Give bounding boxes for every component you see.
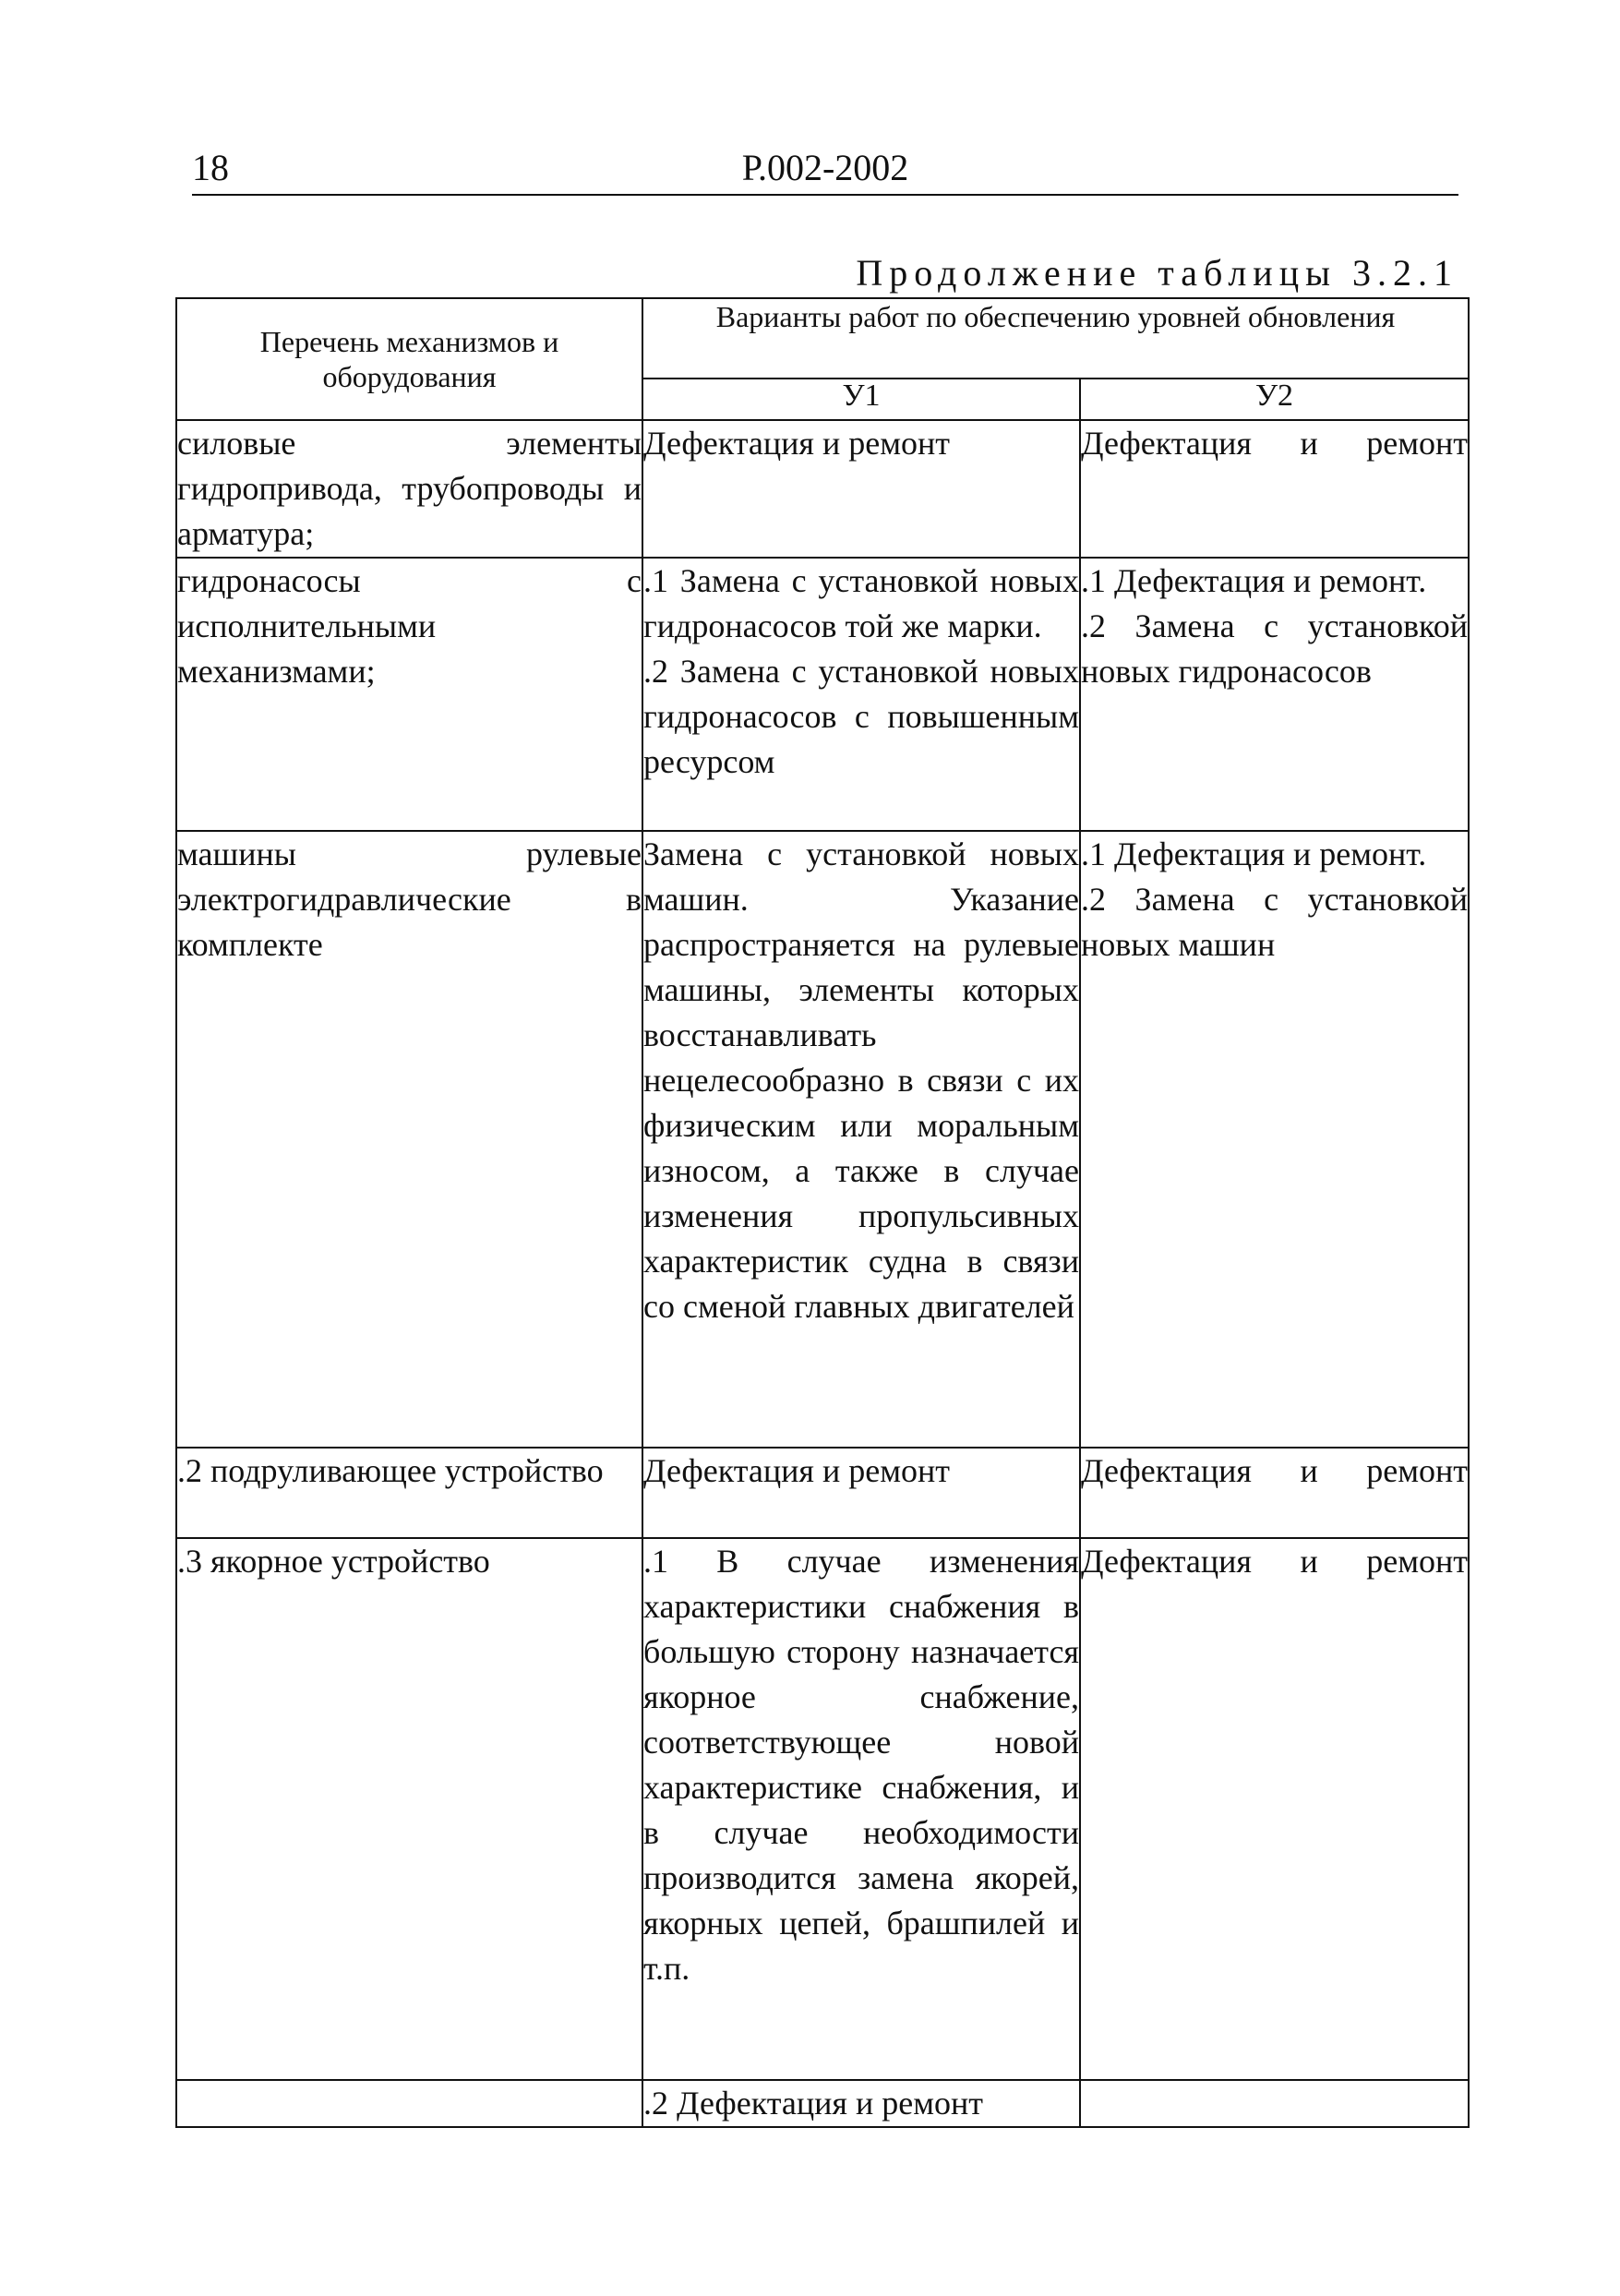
row-y1-cell (642, 420, 1080, 558)
table-row (176, 2080, 1469, 2127)
row-item-cell (176, 1448, 642, 1538)
row-item-text: машины рулевые электрогидравлические в комплекте (177, 835, 642, 963)
table-row (176, 831, 1469, 1448)
table-row (176, 1538, 1469, 2080)
row-y1-cell (642, 558, 1080, 831)
row-item-cell (176, 2080, 642, 2127)
row-item-cell (176, 1538, 642, 2080)
renovation-table (175, 297, 1470, 2128)
row-y1-cell (642, 831, 1080, 1448)
page-header (192, 138, 1458, 196)
row-y2-cell (1080, 2080, 1469, 2127)
column-header-work-variants: Варианты работ по обеспечению уровней обновления (642, 298, 1469, 379)
row-y2-text: .1 Дефектация и ремонт. (1081, 562, 1427, 599)
row-y2-text: .1 Дефектация и ремонт. (1081, 835, 1427, 872)
row-y2-text: Дефектация и ремонт (1081, 425, 1468, 462)
row-y1-cell (642, 1538, 1080, 2080)
row-item-cell (176, 420, 642, 558)
table-row (176, 1448, 1469, 1538)
row-y2-cell (1080, 1538, 1469, 2080)
page-number: 18 (192, 147, 229, 188)
row-item-text: силовые элементы гидропривода, трубопроводы и арматура; (177, 425, 642, 552)
row-y1-cell (642, 1448, 1080, 1538)
row-y2-cell (1080, 420, 1469, 558)
document-code: Р.002-2002 (741, 147, 909, 188)
table-caption: Продолжение таблицы 3.2.1 (856, 252, 1458, 294)
row-item-cell (176, 831, 642, 1448)
row-y1-text: .2 Дефектация и ремонт (643, 2085, 983, 2122)
row-y1-text: Дефектация и ремонт (643, 425, 950, 462)
subheader-y2: У2 (1080, 379, 1469, 420)
row-y1-text: Дефектация и ремонт (643, 1452, 950, 1489)
column-header-equipment: Перечень механизмов и оборудования (176, 298, 642, 420)
row-y2-cell (1080, 831, 1469, 1448)
row-item-text: .3 якорное устройство (177, 1543, 490, 1580)
table-header-row (176, 298, 1469, 379)
row-y1-text-2: .2 Замена с установкой новых гидронасосов с повышенным ресурсом (643, 653, 1079, 780)
subheader-y1: У1 (642, 379, 1080, 420)
row-y2-text: Дефектация и ремонт (1081, 1452, 1468, 1489)
row-item-text: гидронасосы с исполнительными механизмами; (177, 562, 642, 690)
row-y1-text: .1 В случае изменения характеристики снабжения в большую сторону назначается якорное снабжение, соответствующее новой характеристике снабжения, и в случае необходимости производится замена якорей, якорных цепей, брашпилей и т.п. (643, 1543, 1079, 1987)
row-y2-cell (1080, 558, 1469, 831)
row-item-cell (176, 558, 642, 831)
row-y2-text: Дефектация и ремонт (1081, 1543, 1468, 1580)
row-y1-text: .1 Замена с установкой новых гидронасосов той же марки. (643, 562, 1079, 644)
row-y2-cell (1080, 1448, 1469, 1538)
table-row (176, 420, 1469, 558)
row-item-text: .2 подруливающее устройство (177, 1452, 604, 1489)
row-y2-text-2: .2 Замена с установкой новых гидронасосов (1081, 607, 1468, 690)
row-y2-text-2: .2 Замена с установкой новых машин (1081, 881, 1468, 963)
row-y1-cell (642, 2080, 1080, 2127)
row-y1-text: Замена с установкой новых машин. Указание распространяется на рулевые машины, элементы которых восстанавливать нецелесообразно в связи с их физическим или моральным износом, а также в случае изменения пропульсивных характеристик судна в связи со сменой главных двигателей (643, 835, 1079, 1325)
table-row (176, 558, 1469, 831)
